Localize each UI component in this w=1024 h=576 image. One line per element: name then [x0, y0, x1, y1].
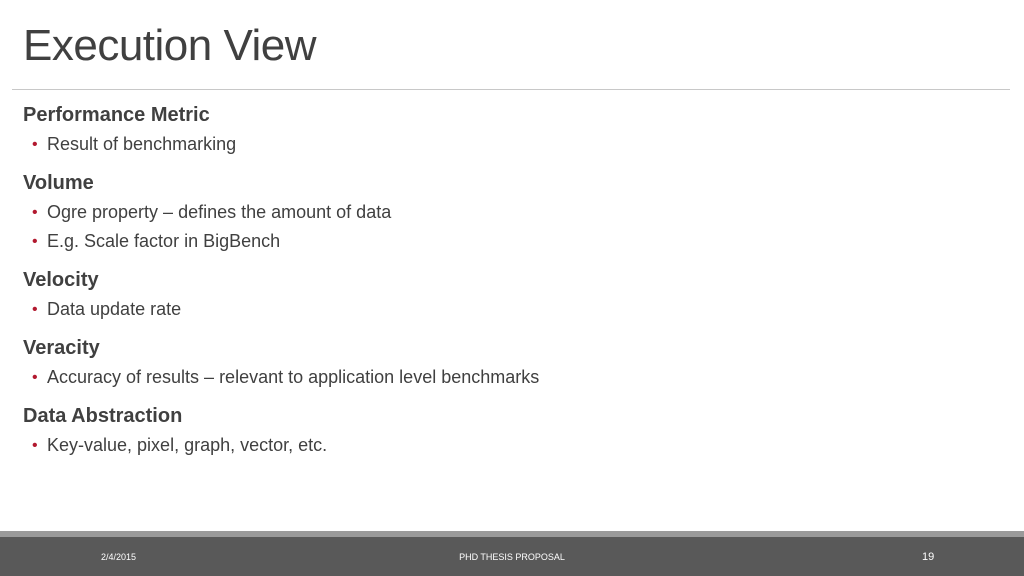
- section-velocity: [23, 265, 983, 324]
- section-veracity: [23, 333, 983, 392]
- bullet-item: [23, 198, 983, 227]
- bullet-text: Ogre property – defines the amount of data: [47, 202, 392, 222]
- bullet-item: [23, 295, 983, 324]
- bullet-item: [23, 431, 983, 460]
- footer-date: 2/4/2015: [101, 552, 137, 562]
- bullet-list: [23, 198, 983, 256]
- section-heading: Veracity: [23, 337, 100, 359]
- section-heading: Velocity: [23, 269, 99, 291]
- bullet-text: E.g. Scale factor in BigBench: [47, 231, 281, 251]
- section-heading: Data Abstraction: [23, 405, 183, 427]
- bullet-list: [23, 130, 983, 159]
- bullet-icon: •: [32, 301, 38, 318]
- bullet-icon: •: [32, 204, 38, 221]
- bullet-text: Result of benchmarking: [47, 134, 237, 154]
- page-number: 19: [922, 551, 935, 563]
- bullet-text: Accuracy of results – relevant to application level benchmarks: [47, 367, 540, 387]
- slide-footer: [0, 537, 1024, 576]
- bullet-list: [23, 363, 983, 392]
- section-heading: Performance Metric: [23, 104, 210, 126]
- section-volume: [23, 168, 983, 256]
- title-divider: [12, 89, 1010, 90]
- section-data-abstraction: [23, 401, 983, 460]
- bullet-icon: •: [32, 136, 38, 153]
- bullet-list: [23, 295, 983, 324]
- bullet-text: Key-value, pixel, graph, vector, etc.: [47, 435, 328, 455]
- section-heading: Volume: [23, 172, 94, 194]
- bullet-item: [23, 130, 983, 159]
- bullet-item: [23, 227, 983, 256]
- bullet-icon: •: [32, 369, 38, 386]
- slide-content: [23, 100, 983, 469]
- bullet-list: [23, 431, 983, 460]
- bullet-icon: •: [32, 233, 38, 250]
- bullet-text: Data update rate: [47, 299, 182, 319]
- bullet-icon: •: [32, 437, 38, 454]
- footer-title: PHD THESIS PROPOSAL: [459, 552, 565, 562]
- bullet-item: [23, 363, 983, 392]
- slide-title: Execution View: [23, 21, 317, 70]
- section-performance-metric: [23, 100, 983, 159]
